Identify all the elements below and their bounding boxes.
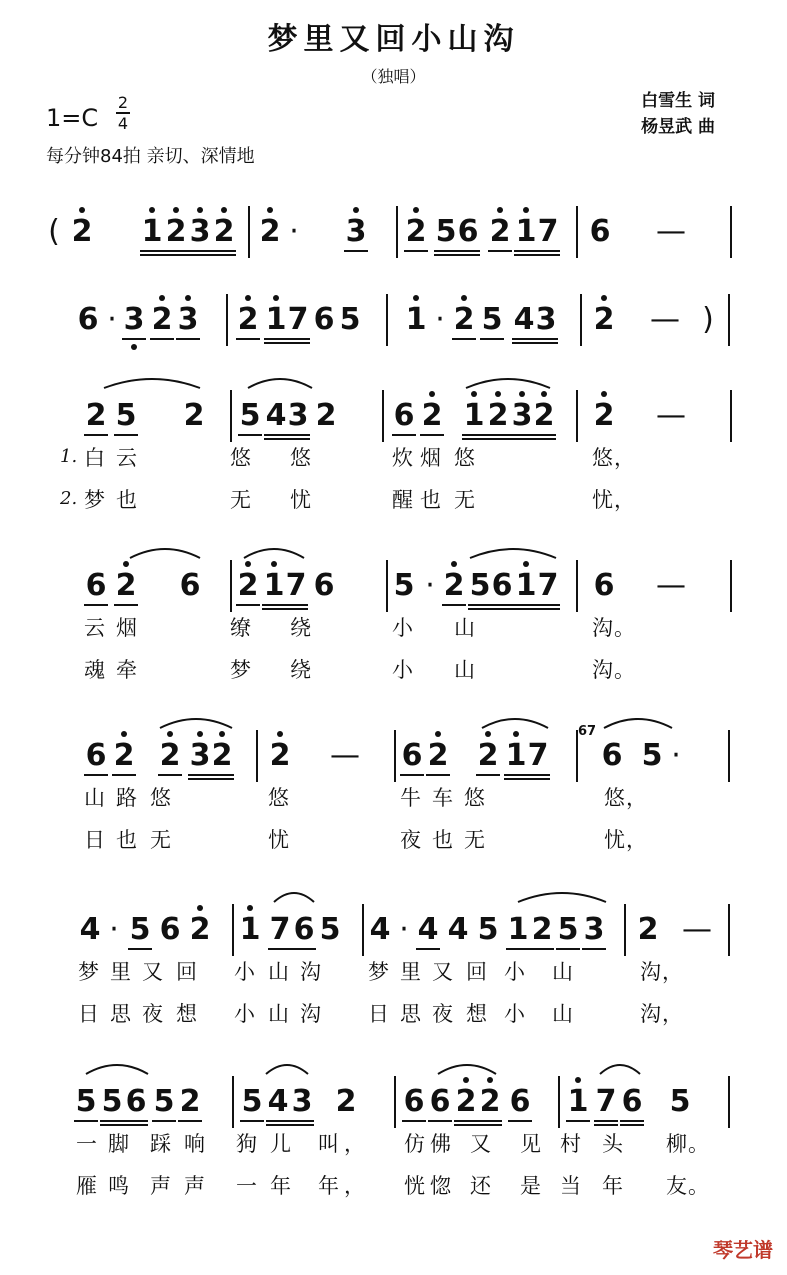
note: 5 [114, 398, 138, 434]
note: 2 [150, 302, 174, 338]
note: 1 [566, 1084, 590, 1120]
note: 2 [112, 738, 136, 774]
augmentation-dot: · [399, 912, 409, 947]
note: 2 [442, 568, 466, 604]
note: 4 [264, 398, 288, 434]
slur-arc [244, 549, 304, 558]
lyric-char: 思 [400, 1002, 421, 1026]
augmentation-dot: · [435, 302, 445, 337]
note: 2 [84, 398, 108, 434]
lyric-punct: ， [626, 828, 647, 852]
lyric-char: 绕 [290, 658, 311, 682]
watermark-logo: 琴艺谱 [713, 1238, 773, 1262]
lyric-char: 梦 [230, 658, 251, 682]
lyric-punct: ， [662, 960, 683, 984]
lyric-char: 是 [520, 1174, 541, 1198]
lyric-char: 里 [400, 960, 421, 984]
lyric-char: 也 [116, 488, 137, 512]
note: 5 [477, 912, 499, 947]
note: 6 [400, 738, 424, 774]
lyric-char: 悠 [592, 446, 613, 470]
slur-arc [466, 379, 550, 388]
lyric-char: 忧 [604, 828, 625, 852]
lyric-char: 又 [470, 1132, 491, 1156]
note: 1 [504, 738, 528, 774]
lyric-char: 柳 [666, 1132, 687, 1156]
lyric-char: 沟 [640, 960, 661, 984]
lyric-char: 无 [464, 828, 485, 852]
note: 5 [74, 1084, 98, 1120]
note: 6 [159, 912, 181, 947]
lyric-char: 日 [78, 1002, 99, 1026]
lyric-char: 回 [466, 960, 487, 984]
note: 5 [434, 214, 458, 250]
note: 4 [416, 912, 440, 948]
lyric-char: 车 [432, 786, 453, 810]
note: 2 [486, 398, 510, 434]
lyric-char: 又 [142, 960, 163, 984]
lyric-char: 小 [392, 616, 413, 640]
slur-arc [104, 379, 200, 388]
augmentation-dot: · [289, 214, 299, 249]
slur-arc [86, 1065, 148, 1074]
note: 6 [589, 214, 611, 249]
note: 7 [286, 302, 310, 338]
lyric-char: 友 [666, 1174, 687, 1198]
note: 7 [268, 912, 292, 948]
note: 3 [122, 302, 146, 338]
sustain-dash: — [650, 302, 680, 337]
note: 5 [152, 1084, 176, 1120]
note: 6 [84, 568, 108, 604]
lyric-char: 声 [150, 1174, 171, 1198]
note: 1 [514, 568, 538, 604]
performance-note: （独唱） [361, 67, 426, 86]
note: 2 [592, 302, 616, 338]
lyric-char: 山 [84, 786, 105, 810]
note: 2 [335, 1084, 357, 1119]
lyric-char: 路 [116, 786, 137, 810]
note: 2 [178, 1084, 202, 1120]
note: 2 [258, 214, 282, 250]
lyric-char: 回 [176, 960, 197, 984]
lyric-char: 雁 [76, 1174, 97, 1198]
note: 4 [447, 912, 469, 947]
augmentation-dot: · [109, 912, 119, 947]
note: 5 [556, 912, 580, 948]
lyric-char: 又 [432, 960, 453, 984]
lyric-char: 忧 [290, 488, 311, 512]
lyric-punct: 。 [688, 1132, 709, 1156]
lyric-char: 悠 [150, 786, 171, 810]
lyric-punct: 。 [688, 1174, 709, 1198]
note: 5 [339, 302, 361, 337]
note: 6 [313, 568, 335, 603]
augmentation-dot: · [671, 738, 681, 773]
lyric-char: 脚 [108, 1132, 129, 1156]
note: 6 [77, 302, 99, 337]
note: 2 [188, 912, 212, 948]
lyric-char: 鸣 [108, 1174, 129, 1198]
lyric-char: 梦 [84, 488, 105, 512]
note: 2 [268, 738, 292, 774]
note: 5 [480, 302, 504, 338]
lyric-char: 云 [84, 616, 105, 640]
note: 1 [262, 568, 286, 604]
note: 2 [426, 738, 450, 774]
note: 6 [179, 568, 201, 603]
lyric-char: 忧 [268, 828, 289, 852]
lyric-char: 日 [368, 1002, 389, 1026]
slur-arc [600, 1065, 640, 1074]
slur-arc [438, 1065, 496, 1074]
lyric-punct: 。 [614, 616, 635, 640]
lyric-char: 悠 [230, 446, 251, 470]
lyric-char: 山 [268, 960, 289, 984]
lyric-char: 也 [116, 828, 137, 852]
lyric-char: 魂 [84, 658, 105, 682]
note: 3 [534, 302, 558, 338]
note: 1 [462, 398, 486, 434]
note: 1 [506, 912, 530, 948]
note: 5 [393, 568, 415, 603]
lyric-char: 无 [230, 488, 251, 512]
lyric-punct: ， [344, 1174, 365, 1198]
lyric-punct: ， [614, 446, 635, 470]
note: 4 [79, 912, 101, 947]
note: 5 [100, 1084, 124, 1120]
note: 2 [637, 912, 659, 947]
lyric-char: 一 [76, 1132, 97, 1156]
key-signature: 1=C [46, 104, 99, 132]
paren: ) [702, 302, 714, 337]
note: 3 [188, 738, 212, 774]
lyric-char: 云 [116, 446, 137, 470]
lyric-char: 悠 [290, 446, 311, 470]
lyric-char: 叫 [318, 1132, 339, 1156]
note: 2 [592, 398, 616, 434]
lyric-char: 当 [560, 1174, 581, 1198]
lyric-char: 佛 [430, 1132, 451, 1156]
lyric-char: 山 [552, 1002, 573, 1026]
note: 2 [452, 302, 476, 338]
lyric-char: 年 [318, 1174, 339, 1198]
lyric-char: 踩 [150, 1132, 171, 1156]
note: 2 [236, 568, 260, 604]
lyric-char: 年 [602, 1174, 623, 1198]
composer-credit: 杨昱武 曲 [641, 117, 715, 137]
lyric-char: 响 [184, 1132, 205, 1156]
note: 2 [114, 568, 138, 604]
paren: ( [48, 214, 60, 249]
lyric-char: 悠 [454, 446, 475, 470]
lyric-punct: 。 [614, 658, 635, 682]
lyric-char: 牛 [400, 786, 421, 810]
lyric-char: 炊 [392, 446, 413, 470]
note: 2 [478, 1084, 502, 1120]
lyric-char: 狗 [236, 1132, 257, 1156]
lyric-char: 小 [392, 658, 413, 682]
lyric-char: 小 [234, 960, 255, 984]
note: 1 [404, 302, 428, 338]
slur-arc [482, 719, 548, 728]
lyric-char: 山 [454, 616, 475, 640]
note: 5 [641, 738, 663, 773]
note: 4 [369, 912, 391, 947]
slur-arc [160, 719, 232, 728]
time-signature-top: 2 [117, 93, 129, 112]
note: 2 [420, 398, 444, 434]
lyric-char: 白 [84, 446, 105, 470]
grace-notes: 67 [578, 724, 597, 739]
note: 6 [292, 912, 316, 948]
note: 5 [669, 1084, 691, 1119]
lyric-char: 惚 [430, 1174, 451, 1198]
slur-arc [248, 379, 312, 388]
lyric-char: 山 [454, 658, 475, 682]
lyric-char: 一 [236, 1174, 257, 1198]
slur-arc [470, 549, 556, 558]
lyric-char: 小 [234, 1002, 255, 1026]
lyric-char: 绕 [290, 616, 311, 640]
lyric-char: 山 [268, 1002, 289, 1026]
note: 1 [238, 912, 262, 948]
lyric-char: 山 [552, 960, 573, 984]
lyric-char: 小 [504, 960, 525, 984]
lyric-char: 悠 [464, 786, 485, 810]
note: 2 [158, 738, 182, 774]
lyric-char: 沟 [592, 658, 613, 682]
note: 1 [264, 302, 288, 338]
augmentation-dot: · [107, 302, 117, 337]
lyric-char: 沟 [300, 960, 321, 984]
note: 2 [454, 1084, 478, 1120]
note: 6 [620, 1084, 644, 1120]
note: 2 [183, 398, 205, 433]
lyric-char: 也 [420, 488, 441, 512]
note: 1 [514, 214, 538, 250]
note: 5 [128, 912, 152, 948]
note: 3 [344, 214, 368, 250]
lyric-punct: ， [626, 786, 647, 810]
note: 3 [510, 398, 534, 434]
slur-arc [604, 719, 672, 728]
note: 6 [593, 568, 615, 603]
note: 6 [84, 738, 108, 774]
slur-arc [130, 549, 200, 558]
lyric-char: 头 [602, 1132, 623, 1156]
lyric-char: 梦 [78, 960, 99, 984]
note: 6 [490, 568, 514, 604]
note: 6 [601, 738, 623, 773]
lyric-char: 夜 [142, 1002, 163, 1026]
note: 3 [290, 1084, 314, 1120]
note: 4 [266, 1084, 290, 1120]
lyric-char: 醒 [392, 488, 413, 512]
note: 7 [284, 568, 308, 604]
lyric-char: 无 [150, 828, 171, 852]
note: 6 [456, 214, 480, 250]
lyric-char: 见 [520, 1132, 541, 1156]
note: 7 [536, 214, 560, 250]
sustain-dash: — [656, 568, 686, 603]
note: 3 [188, 214, 212, 250]
lyric-char: 声 [184, 1174, 205, 1198]
note: 3 [582, 912, 606, 948]
note: 6 [402, 1084, 426, 1120]
note: 2 [164, 214, 188, 250]
note: 6 [508, 1084, 532, 1120]
lyric-char: 年 [270, 1174, 291, 1198]
lyric-char: 烟 [116, 616, 137, 640]
note: 5 [468, 568, 492, 604]
note: 2 [70, 214, 94, 250]
sustain-dash: — [656, 214, 686, 249]
lyric-char: 烟 [420, 446, 441, 470]
lyric-char: 沟 [592, 616, 613, 640]
note: 2 [236, 302, 260, 338]
lyric-char: 思 [110, 1002, 131, 1026]
note: 2 [212, 214, 236, 250]
lyric-char: 忧 [592, 488, 613, 512]
note: 2 [476, 738, 500, 774]
note: 5 [319, 912, 341, 947]
lyric-char: 仿 [404, 1132, 425, 1156]
lyric-punct: ， [614, 488, 635, 512]
lyric-char: 想 [176, 1002, 197, 1026]
note: 7 [536, 568, 560, 604]
note: 5 [240, 1084, 264, 1120]
time-signature-bottom: 4 [117, 114, 129, 133]
note: 6 [428, 1084, 452, 1120]
lyric-char: 小 [504, 1002, 525, 1026]
note: 2 [530, 912, 554, 948]
lyric-char: 悠 [268, 786, 289, 810]
lyric-char: 沟 [300, 1002, 321, 1026]
lyric-char: 缭 [230, 616, 251, 640]
lyric-char: 沟 [640, 1002, 661, 1026]
lyric-punct: ， [662, 1002, 683, 1026]
note: 2 [315, 398, 337, 433]
note: 3 [286, 398, 310, 434]
lyric-char: 里 [110, 960, 131, 984]
slur-arc [266, 1065, 308, 1074]
lyric-punct: ， [344, 1132, 365, 1156]
verse-number: 2. [60, 488, 78, 509]
sustain-dash: — [330, 738, 360, 773]
lyric-char: 村 [560, 1132, 581, 1156]
lyric-char: 梦 [368, 960, 389, 984]
note: 7 [594, 1084, 618, 1120]
lyric-char: 悠 [604, 786, 625, 810]
slur-arc [518, 893, 606, 902]
lyric-char: 还 [470, 1174, 491, 1198]
lyric-char: 恍 [404, 1174, 425, 1198]
lyricist-credit: 白雪生 词 [641, 91, 715, 111]
note: 2 [532, 398, 556, 434]
lyric-char: 夜 [432, 1002, 453, 1026]
note: 4 [512, 302, 536, 338]
lyric-char: 日 [84, 828, 105, 852]
note: 2 [404, 214, 428, 250]
note: 1 [140, 214, 164, 250]
lyric-char: 无 [454, 488, 475, 512]
augmentation-dot: · [425, 568, 435, 603]
tempo-marking: 每分钟84拍 亲切、深情地 [46, 146, 255, 167]
lyric-char: 儿 [270, 1132, 291, 1156]
lyric-char: 夜 [400, 828, 421, 852]
note: 2 [210, 738, 234, 774]
note: 6 [313, 302, 335, 337]
note: 6 [392, 398, 416, 434]
note: 2 [488, 214, 512, 250]
note: 6 [124, 1084, 148, 1120]
verse-number: 1. [60, 446, 78, 467]
lyric-char: 想 [466, 1002, 487, 1026]
note: 7 [526, 738, 550, 774]
note: 5 [238, 398, 262, 434]
song-title: 梦里又回小山沟 [267, 22, 520, 57]
sustain-dash: — [682, 912, 712, 947]
note: 3 [176, 302, 200, 338]
slur-arc [274, 893, 314, 902]
lyric-char: 也 [432, 828, 453, 852]
sustain-dash: — [656, 398, 686, 433]
lyric-char: 牵 [116, 658, 137, 682]
